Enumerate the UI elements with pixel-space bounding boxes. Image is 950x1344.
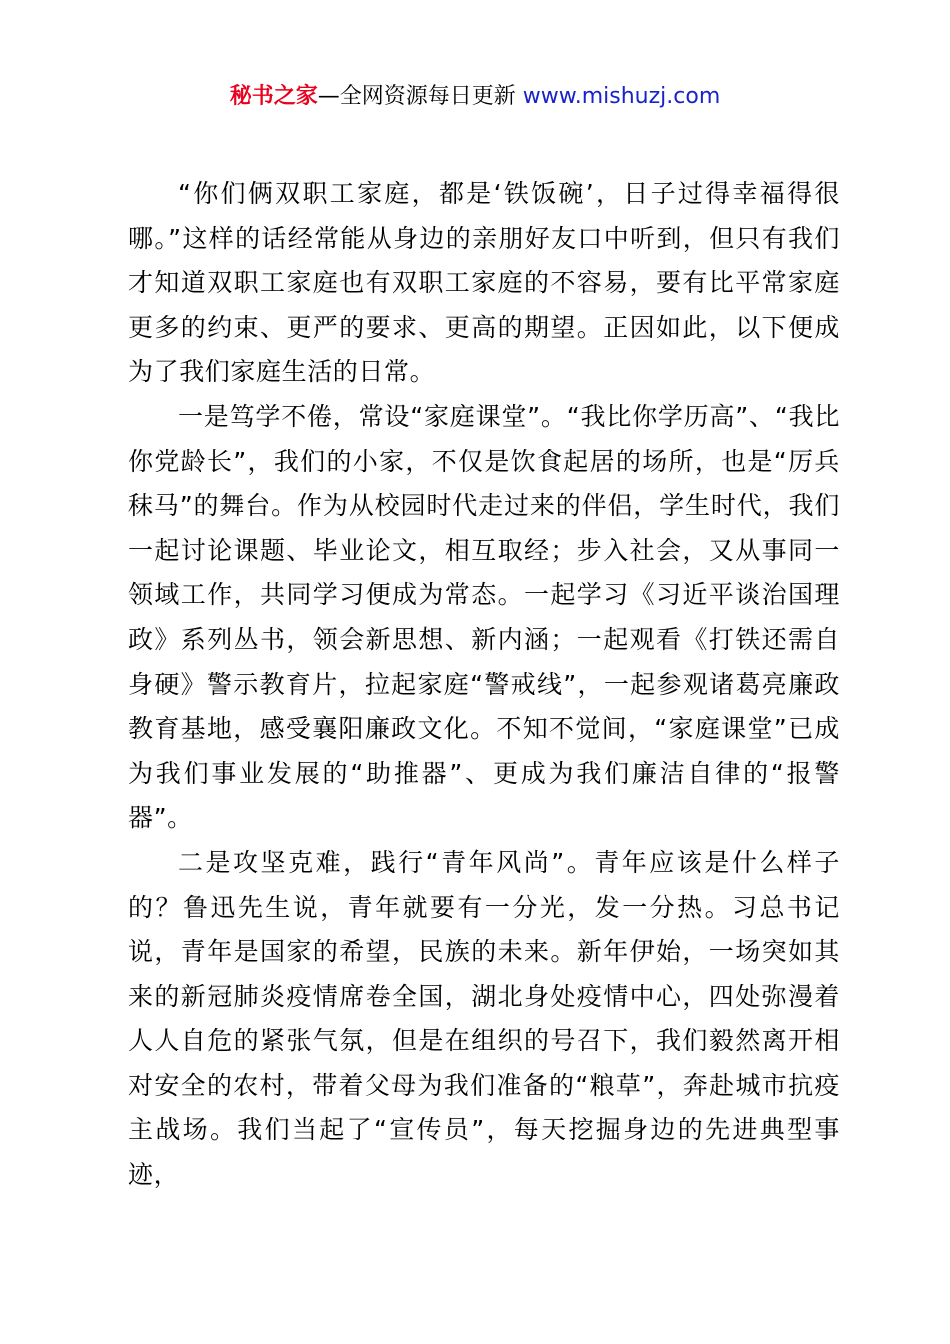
site-header — [0, 82, 950, 112]
paragraph-youth-spirit: 二是攻坚克难，践行“青年风尚”。青年应该是什么样子的？鲁迅先生说，青年就要有一分光，发一分热。习总书记说，青年是国家的希望，民族的未来。新年伊始，一场突如其来的新冠肺炎疫情席卷全国，湖北身处疫情中心，四处弥漫着人人自危的紧张气氛，但是在组织的号召下，我们毅然离开相对安全的农村，带着父母为我们准备的“粮草”，奔赴城市抗疫主战场。我们当起了“宣传员”，每天挖掘身边的先进典型事迹， — [128, 847, 840, 1190]
paragraph-intro: “你们俩双职工家庭，都是‘铁饭碗’，日子过得幸福得很哪。”这样的话经常能从身边的亲朋好友口中听到，但只有我们才知道双职工家庭也有双职工家庭的不容易，要有比平常家庭更多的约束、更严的要求、更高的期望。正因如此，以下便成为了我们家庭生活的日常。 — [128, 179, 840, 387]
brand-name: 秘书之家 — [229, 84, 318, 109]
site-url-link[interactable]: www.mishuzj.com — [522, 84, 721, 109]
header-slogan: —全网资源每日更新 — [317, 84, 523, 109]
document-body — [128, 172, 840, 1198]
paragraph-family-classroom: 一是笃学不倦，常设“家庭课堂”。“我比你学历高”、“我比你党龄长”，我们的小家，不仅是饮食起居的场所，也是“厉兵秣马”的舞台。作为从校园时代走过来的伴侣，学生时代，我们一起讨论课题、毕业论文，相互取经；步入社会，又从事同一领域工作，共同学习便成为常态。一起学习《习近平谈治国理政》系列丛书，领会新思想、新内涵；一起观看《打铁还需自身硬》警示教育片，拉起家庭“警戒线”，一起参观诸葛亮廉政教育基地，感受襄阳廉政文化。不知不觉间，“家庭课堂”已成为我们事业发展的“助推器”、更成为我们廉洁自律的“报警器”。 — [128, 401, 840, 833]
